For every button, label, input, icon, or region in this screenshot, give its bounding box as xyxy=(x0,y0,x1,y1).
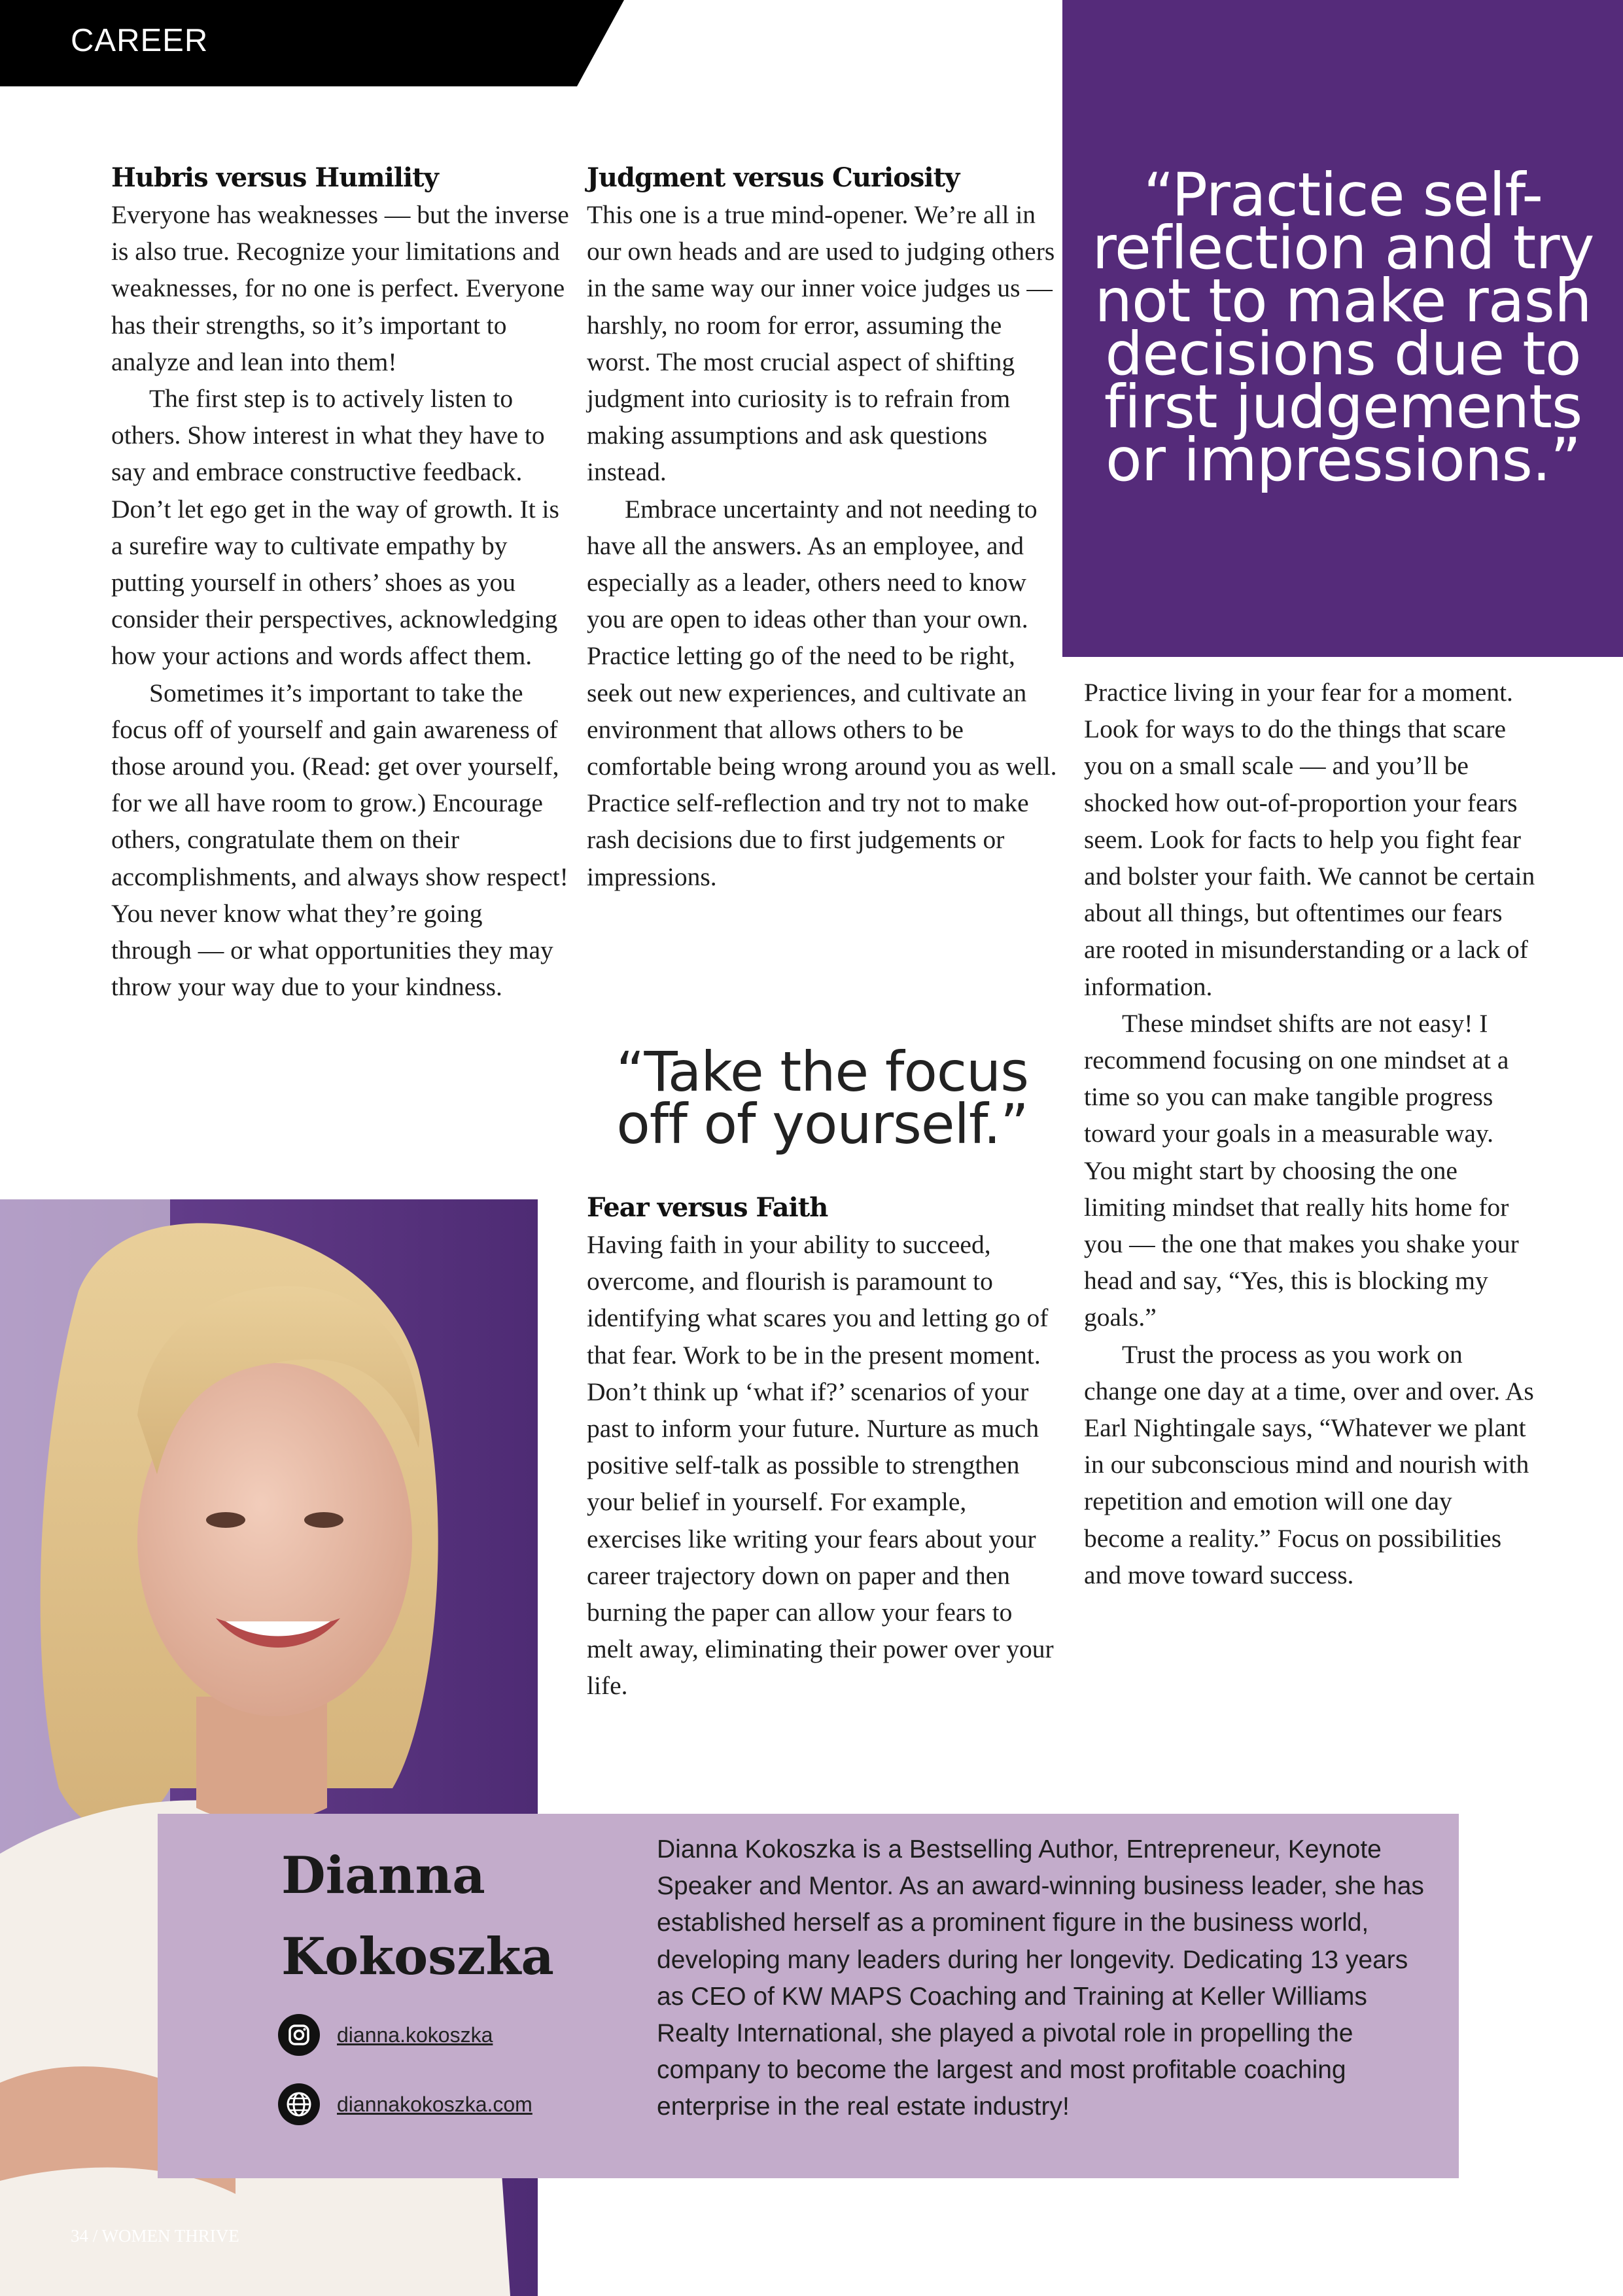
author-name xyxy=(281,1835,582,1998)
paragraph: Everyone has weaknesses — but the inverse is also true. Recognize your limitations and weaknesses, for no one is perfect. Everyone has their strengths, so it’s important to analyze and lean into them! xyxy=(111,200,569,376)
instagram-row[interactable] xyxy=(278,2013,493,2057)
column-3 xyxy=(1084,674,1535,1593)
paragraph: Practice living in your fear for a moment. Look for ways to do the things that scare you on a small scale — and you’ll be shocked how out-of-proportion your fears seem. Look for facts to help you fight fear and bolster your faith. We cannot be certain about all things, but oftentimes our fears are rooted in misunderstanding or a lack of information. xyxy=(1084,678,1535,1001)
website-row[interactable] xyxy=(278,2083,532,2126)
quote-box-text: “Practice self-reflection and try not to make rash decisions due to first judgements or impressions.” xyxy=(1092,161,1594,495)
section-heading: Fear versus Faith xyxy=(587,1192,828,1223)
section-label: CAREER xyxy=(71,23,209,58)
pull-quote: “Take the focus off of yourself.” xyxy=(616,1040,1029,1156)
instagram-icon[interactable] xyxy=(278,2014,320,2056)
paragraph: These mindset shifts are not easy! I recommend focusing on one mindset at a time so you can make tangible progress toward your goals in a measurable way. You might start by choosing the one limiting mindset that really hits home for you — the one that makes you shake your head and say, “Yes, this is blocking my goals.” xyxy=(1084,1008,1519,1332)
column-1 xyxy=(111,160,569,1005)
page-footer: 34 / WOMEN THRIVE xyxy=(71,2226,239,2246)
globe-icon[interactable] xyxy=(278,2083,320,2125)
paragraph: The first step is to actively listen to others. Show interest in what they have to say and embrace constructive feedback. Don’t let ego get in the way of growth. It is a surefire way to cultivate empathy by putting yourself in others’ shoes as you consider their perspectives, acknowledging how your actions and words affect them. xyxy=(111,384,559,671)
website-link[interactable]: diannakokoszka.com xyxy=(337,2092,532,2116)
section-heading: Judgment versus Curiosity xyxy=(587,162,960,193)
author-last-name: Kokoszka xyxy=(281,1927,554,1987)
paragraph: Trust the process as you work on change one day at a time, over and over. As Earl Nightingale says, “Whatever we plant in our subconscious mind and nourish with repetition and emotion will one day become a reality.” Focus on possibilities and move toward success. xyxy=(1084,1339,1534,1589)
column-2-lower xyxy=(587,1190,1058,1704)
section-heading: Hubris versus Humility xyxy=(111,162,438,193)
paragraph: Embrace uncertainty and not needing to have all the answers. As an employee, and especially as a leader, others need to know you are open to ideas other than your own. Practice letting go of the need to be right, seek out new experiences, and cultivate an environment that allows others to be comfortable being wrong around you as well. Practice self-reflection and try not to make rash decisions due to first judgements or impressions. xyxy=(587,494,1057,891)
author-first-name: Dianna xyxy=(281,1846,485,1905)
paragraph: This one is a true mind-opener. We’re all in our own heads and are used to judging others in the same way our inner voice judges us — harshly, no room for error, assuming the worst. The most crucial aspect of shifting judgment into curiosity is to refrain from making assumptions and ask questions instead. xyxy=(587,200,1055,487)
column-2 xyxy=(587,160,1058,895)
instagram-link[interactable]: dianna.kokoszka xyxy=(337,2022,493,2047)
paragraph: Having faith in your ability to succeed, overcome, and flourish is paramount to identifying what scares you and letting go of that fear. Work to be in the present moment. Don’t think up ‘what if?’ scenarios of your past to inform your future. Nurture as much positive self-talk as possible to strengthen your belief in yourself. For example, exercises like writing your fears about your career trajectory down on paper and then burning the paper can allow your fears to melt away, eliminating their power over your life. xyxy=(587,1230,1054,1701)
paragraph: Sometimes it’s important to take the focus off of yourself and gain awareness of those around you. (Read: get over yourself, for we all have room to grow.) Encourage others, congratulate them on their accomplishments, and always show respect! You never know what they’re going through — or what opportunities they may throw your way due to your kindness. xyxy=(111,678,568,1002)
bio-text: Dianna Kokoszka is a Bestselling Author, Entrepreneur, Keynote Speaker and Mentor. As an award-winning business leader, she has established herself as a prominent figure in the business world, developing many leaders during her longevity. Dedicating 13 years as CEO of KW MAPS Coaching and Training at Keller Williams Realty International, she played a pivotal role in propelling the company to become the largest and most profitable coaching enterprise in the real estate industry! xyxy=(657,1835,1424,2121)
